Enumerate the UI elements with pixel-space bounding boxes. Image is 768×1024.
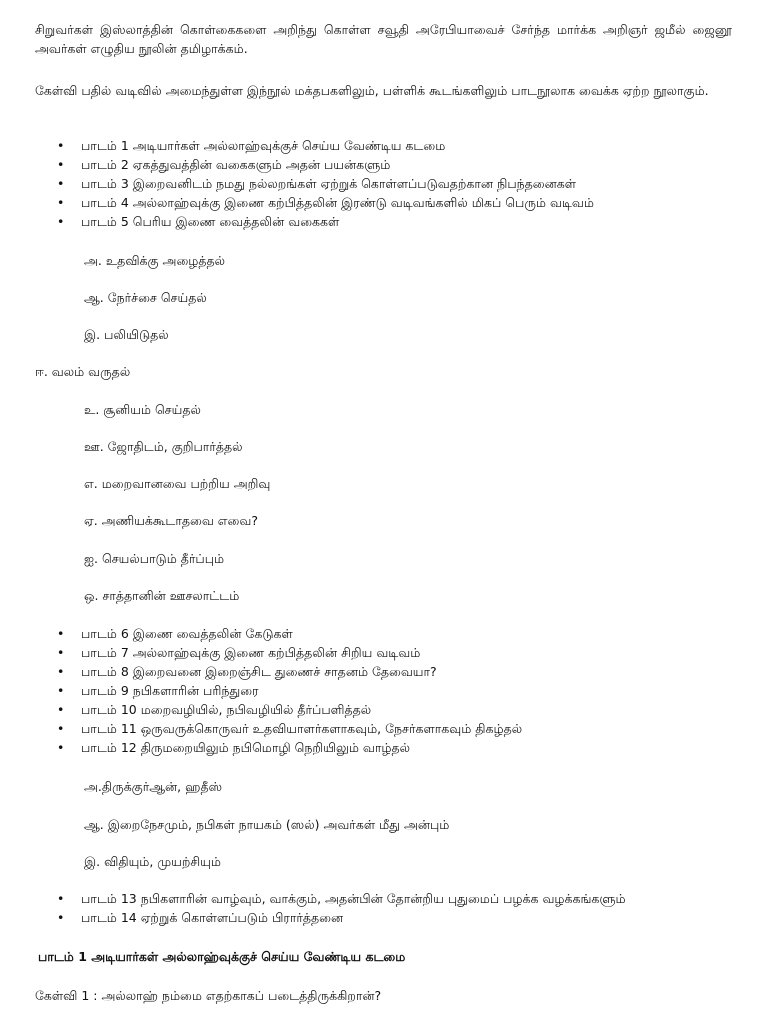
list-item [35, 738, 732, 757]
bullet-icon: • [57, 683, 65, 698]
lesson-title: பாடம் 9 நபிகளாரின் பரிந்துரை [81, 683, 259, 698]
bullet-icon: • [57, 645, 65, 660]
shirk-type-item: அ. உதவிக்கு அழைத்தல் [84, 253, 225, 268]
shirk-type-item: இ. பலியிடுதல் [84, 327, 169, 342]
bullet-icon: • [57, 721, 65, 736]
bullet-icon: • [57, 195, 65, 210]
bullet-icon: • [57, 910, 65, 925]
bullet-icon: • [57, 157, 65, 172]
lesson-title: பாடம் 1 அடியார்கள் அல்லாஹ்வுக்குச் செய்ய வேண்டிய கடமை [81, 138, 446, 153]
bullet-icon: • [57, 176, 65, 191]
list-item [35, 681, 732, 700]
lesson-12-subitem: இ. விதியும், முயற்சியும் [84, 854, 221, 869]
lesson-list [35, 889, 732, 927]
lesson-title: பாடம் 14 ஏற்றுக் கொள்ளப்படும் பிரார்த்தனை [81, 910, 344, 925]
lesson-title: பாடம் 2 ஏகத்துவத்தின் வகைகளும் அதன் பயன்களும் [81, 157, 391, 172]
list-item [35, 193, 732, 212]
list-item [35, 908, 732, 927]
list-item [35, 624, 732, 643]
bullet-icon: • [57, 702, 65, 717]
list-item [35, 719, 732, 738]
list-item [35, 155, 732, 174]
bullet-icon: • [57, 664, 65, 679]
lesson-title: பாடம் 10 மறைவழியில், நபிவழியில் தீர்ப்பளித்தல் [81, 702, 372, 717]
shirk-type-item: உ. சூனியம் செய்தல் [84, 402, 201, 417]
question-text: கேள்வி 1 : அல்லாஹ் நம்மை எதற்காகப் படைத்திருக்கிறான்? [35, 988, 382, 1003]
lesson-list [35, 624, 732, 757]
bullet-icon: • [57, 138, 65, 153]
lesson-12-subitem: அ.திருக்குர்ஆன், ஹதீஸ் [84, 779, 223, 794]
lesson-title: பாடம் 6 இணை வைத்தலின் கேடுகள் [81, 626, 293, 641]
lesson-title: பாடம் 5 பெரிய இணை வைத்தலின் வகைகள் [81, 214, 340, 229]
list-item [35, 174, 732, 193]
lesson-list [35, 136, 732, 231]
intro-paragraph-2: கேள்வி பதில் வடிவில் அமைந்துள்ள இந்நூல் மக்தபகளிலும், பள்ளிக் கூடங்களிலும் பாடநூலாக வைக்க ஏற்ற நூலாகும். [35, 83, 709, 98]
shirk-type-item: ஆ. நேர்ச்சை செய்தல் [84, 290, 207, 305]
list-item [35, 889, 732, 908]
list-item [35, 700, 732, 719]
intro-paragraph: சிறுவர்கள் இஸ்லாத்தின் கொள்கைகளை அறிந்து கொள்ள சவூதி அரேபியாவைச் சேர்ந்த மார்க்க அறிஞர் ஜமீல் ஜைனூ அவர்கள் எழுதிய நூலின் தமிழாக்கம். [35, 22, 732, 56]
shirk-type-item: ஏ. அணியக்கூடாதவை எவை? [84, 513, 258, 528]
shirk-type-item: ஒ. சாத்தானின் ஊசலாட்டம் [84, 588, 240, 603]
lesson-title: பாடம் 4 அல்லாஹ்வுக்கு இணை கற்பித்தலின் இரண்டு வடிவங்களில் மிகப் பெரும் வடிவம் [81, 195, 594, 210]
shirk-type-item: ஊ. ஜோதிடம், குறிபார்த்தல் [84, 439, 243, 454]
shirk-type-item: ஐ. செயல்பாடும் தீர்ப்பும் [84, 551, 225, 566]
list-item [35, 212, 732, 231]
list-item [35, 136, 732, 155]
lesson-title: பாடம் 8 இறைவனை இறைஞ்சிட துணைச் சாதனம் தேவையா? [81, 664, 437, 679]
lesson-title: பாடம் 3 இறைவனிடம் நமது நல்லறங்கள் ஏற்றுக் கொள்ளப்படுவதற்கான நிபந்தனைகள் [81, 176, 577, 191]
lesson-12-subitem: ஆ. இறைநேசமும், நபிகள் நாயகம் (ஸல்) அவர்கள் மீது அன்பும் [84, 817, 450, 832]
list-item [35, 643, 732, 662]
shirk-type-item: எ. மறைவானவை பற்றிய அறிவு [84, 476, 271, 491]
bullet-icon: • [57, 626, 65, 641]
list-item [35, 662, 732, 681]
section-heading: பாடம் 1 அடியார்கள் அல்லாஹ்வுக்குச் செய்ய வேண்டிய கடமை [38, 949, 406, 964]
bullet-icon: • [57, 740, 65, 755]
bullet-icon: • [57, 891, 65, 906]
lesson-title: பாடம் 13 நபிகளாரின் வாழ்வும், வாக்கும், அதன்பின் தோன்றிய புதுமைப் பழக்க வழக்கங்களும் [81, 891, 626, 906]
bullet-icon: • [57, 214, 65, 229]
lesson-title: பாடம் 12 திருமறையிலும் நபிமொழி நெறியிலும் வாழ்தல் [81, 740, 410, 755]
shirk-type-item: ஈ. வலம் வருதல் [35, 364, 131, 379]
lesson-title: பாடம் 11 ஒருவருக்கொருவர் உதவியாளர்களாகவும், நேசர்களாகவும் திகழ்தல் [81, 721, 523, 736]
lesson-title: பாடம் 7 அல்லாஹ்வுக்கு இணை கற்பித்தலின் சிறிய வடிவம் [81, 645, 421, 660]
